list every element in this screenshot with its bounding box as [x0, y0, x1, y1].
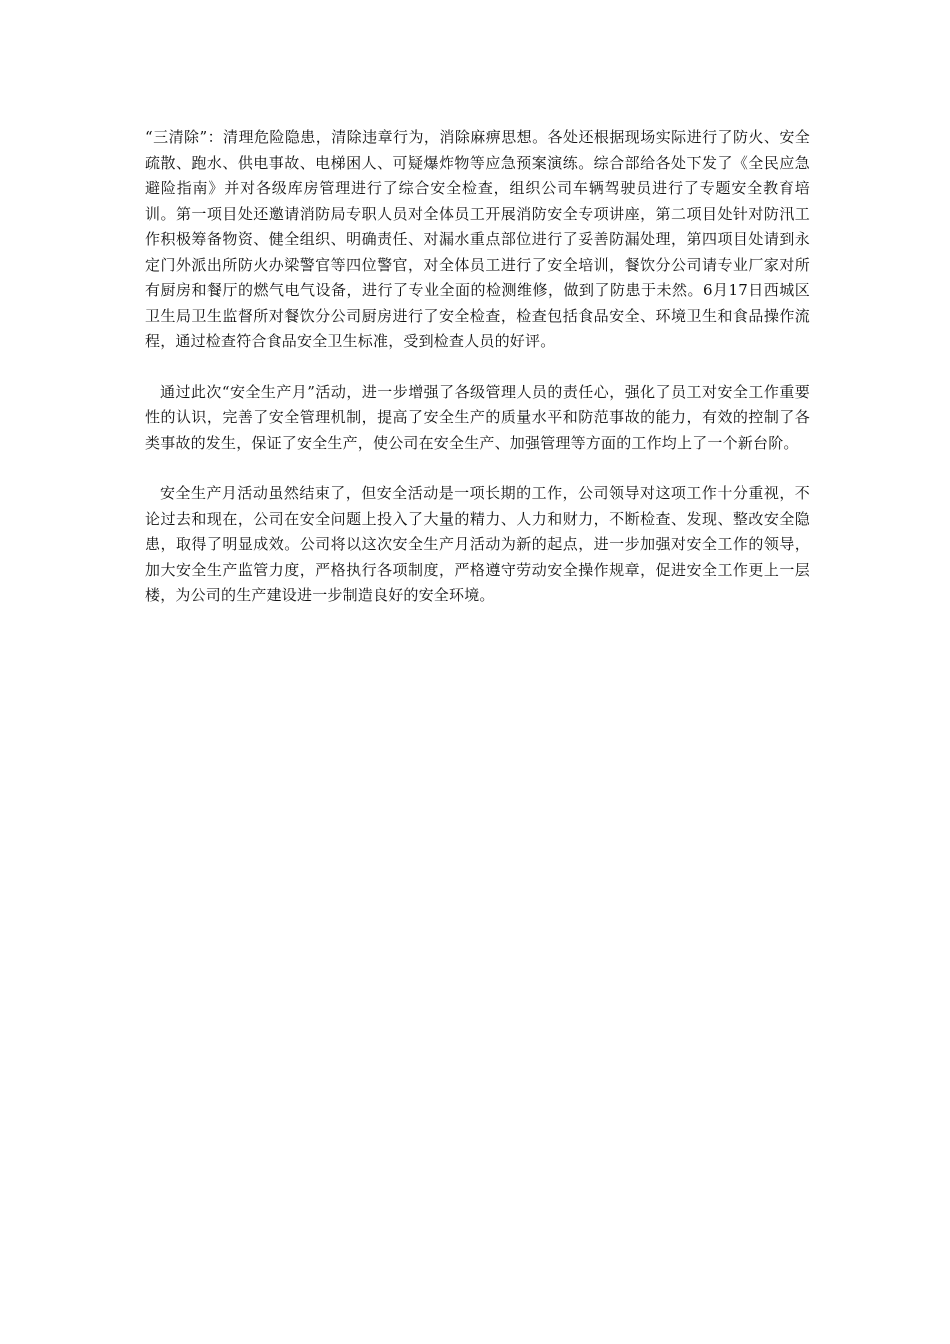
paragraph-results: 通过此次“安全生产月”活动，进一步增强了各级管理人员的责任心，强化了员工对安全工作重要性的认识，完善了安全管理机制，提高了安全生产的质量水平和防范事故的能力，有效的控制了各类事故的发生，保证了安全生产，使公司在安全生产、加强管理等方面的工作均上了一个新台阶。 [145, 382, 810, 452]
paragraph-conclusion: 安全生产月活动虽然结束了，但安全活动是一项长期的工作，公司领导对这项工作十分重视，不论过去和现在，公司在安全问题上投入了大量的精力、人力和财力，不断检查、发现、整改安全隐患，取得了明显成效。公司将以这次安全生产月活动为新的起点，进一步加强对安全工作的领导，加大安全生产监管力度，严格执行各项制度，严格遵守劳动安全操作规章，促进安全工作更上一层楼，为公司的生产建设进一步制造良好的安全环境。 [145, 484, 810, 604]
paragraph-spacer [145, 456, 810, 481]
document-body [145, 125, 810, 609]
paragraph-spacer [145, 355, 810, 380]
paragraph-measures: “三清除”：清理危险隐患，清除违章行为，消除麻痹思想。各处还根据现场实际进行了防火、安全疏散、跑水、供电事故、电梯困人、可疑爆炸物等应急预案演练。综合部给各处下发了《全民应急避险指南》并对各级库房管理进行了综合安全检查，组织公司车辆驾驶员进行了专题安全教育培训。第一项目处还邀请消防局专职人员对全体员工开展消防安全专项讲座，第二项目处针对防汛工作积极筹备物资、健全组织、明确责任、对漏水重点部位进行了妥善防漏处理，第四项目处请到永定门外派出所防火办梁警官等四位警官，对全体员工进行了安全培训，餐饮分公司请专业厂家对所有厨房和餐厅的燃气电气设备，进行了专业全面的检测维修，做到了防患于未然。6月17日西城区卫生局卫生监督所对餐饮分公司厨房进行了安全检查，检查包括食品安全、环境卫生和食品操作流程，通过检查符合食品安全卫生标准，受到检查人员的好评。 [145, 128, 810, 350]
